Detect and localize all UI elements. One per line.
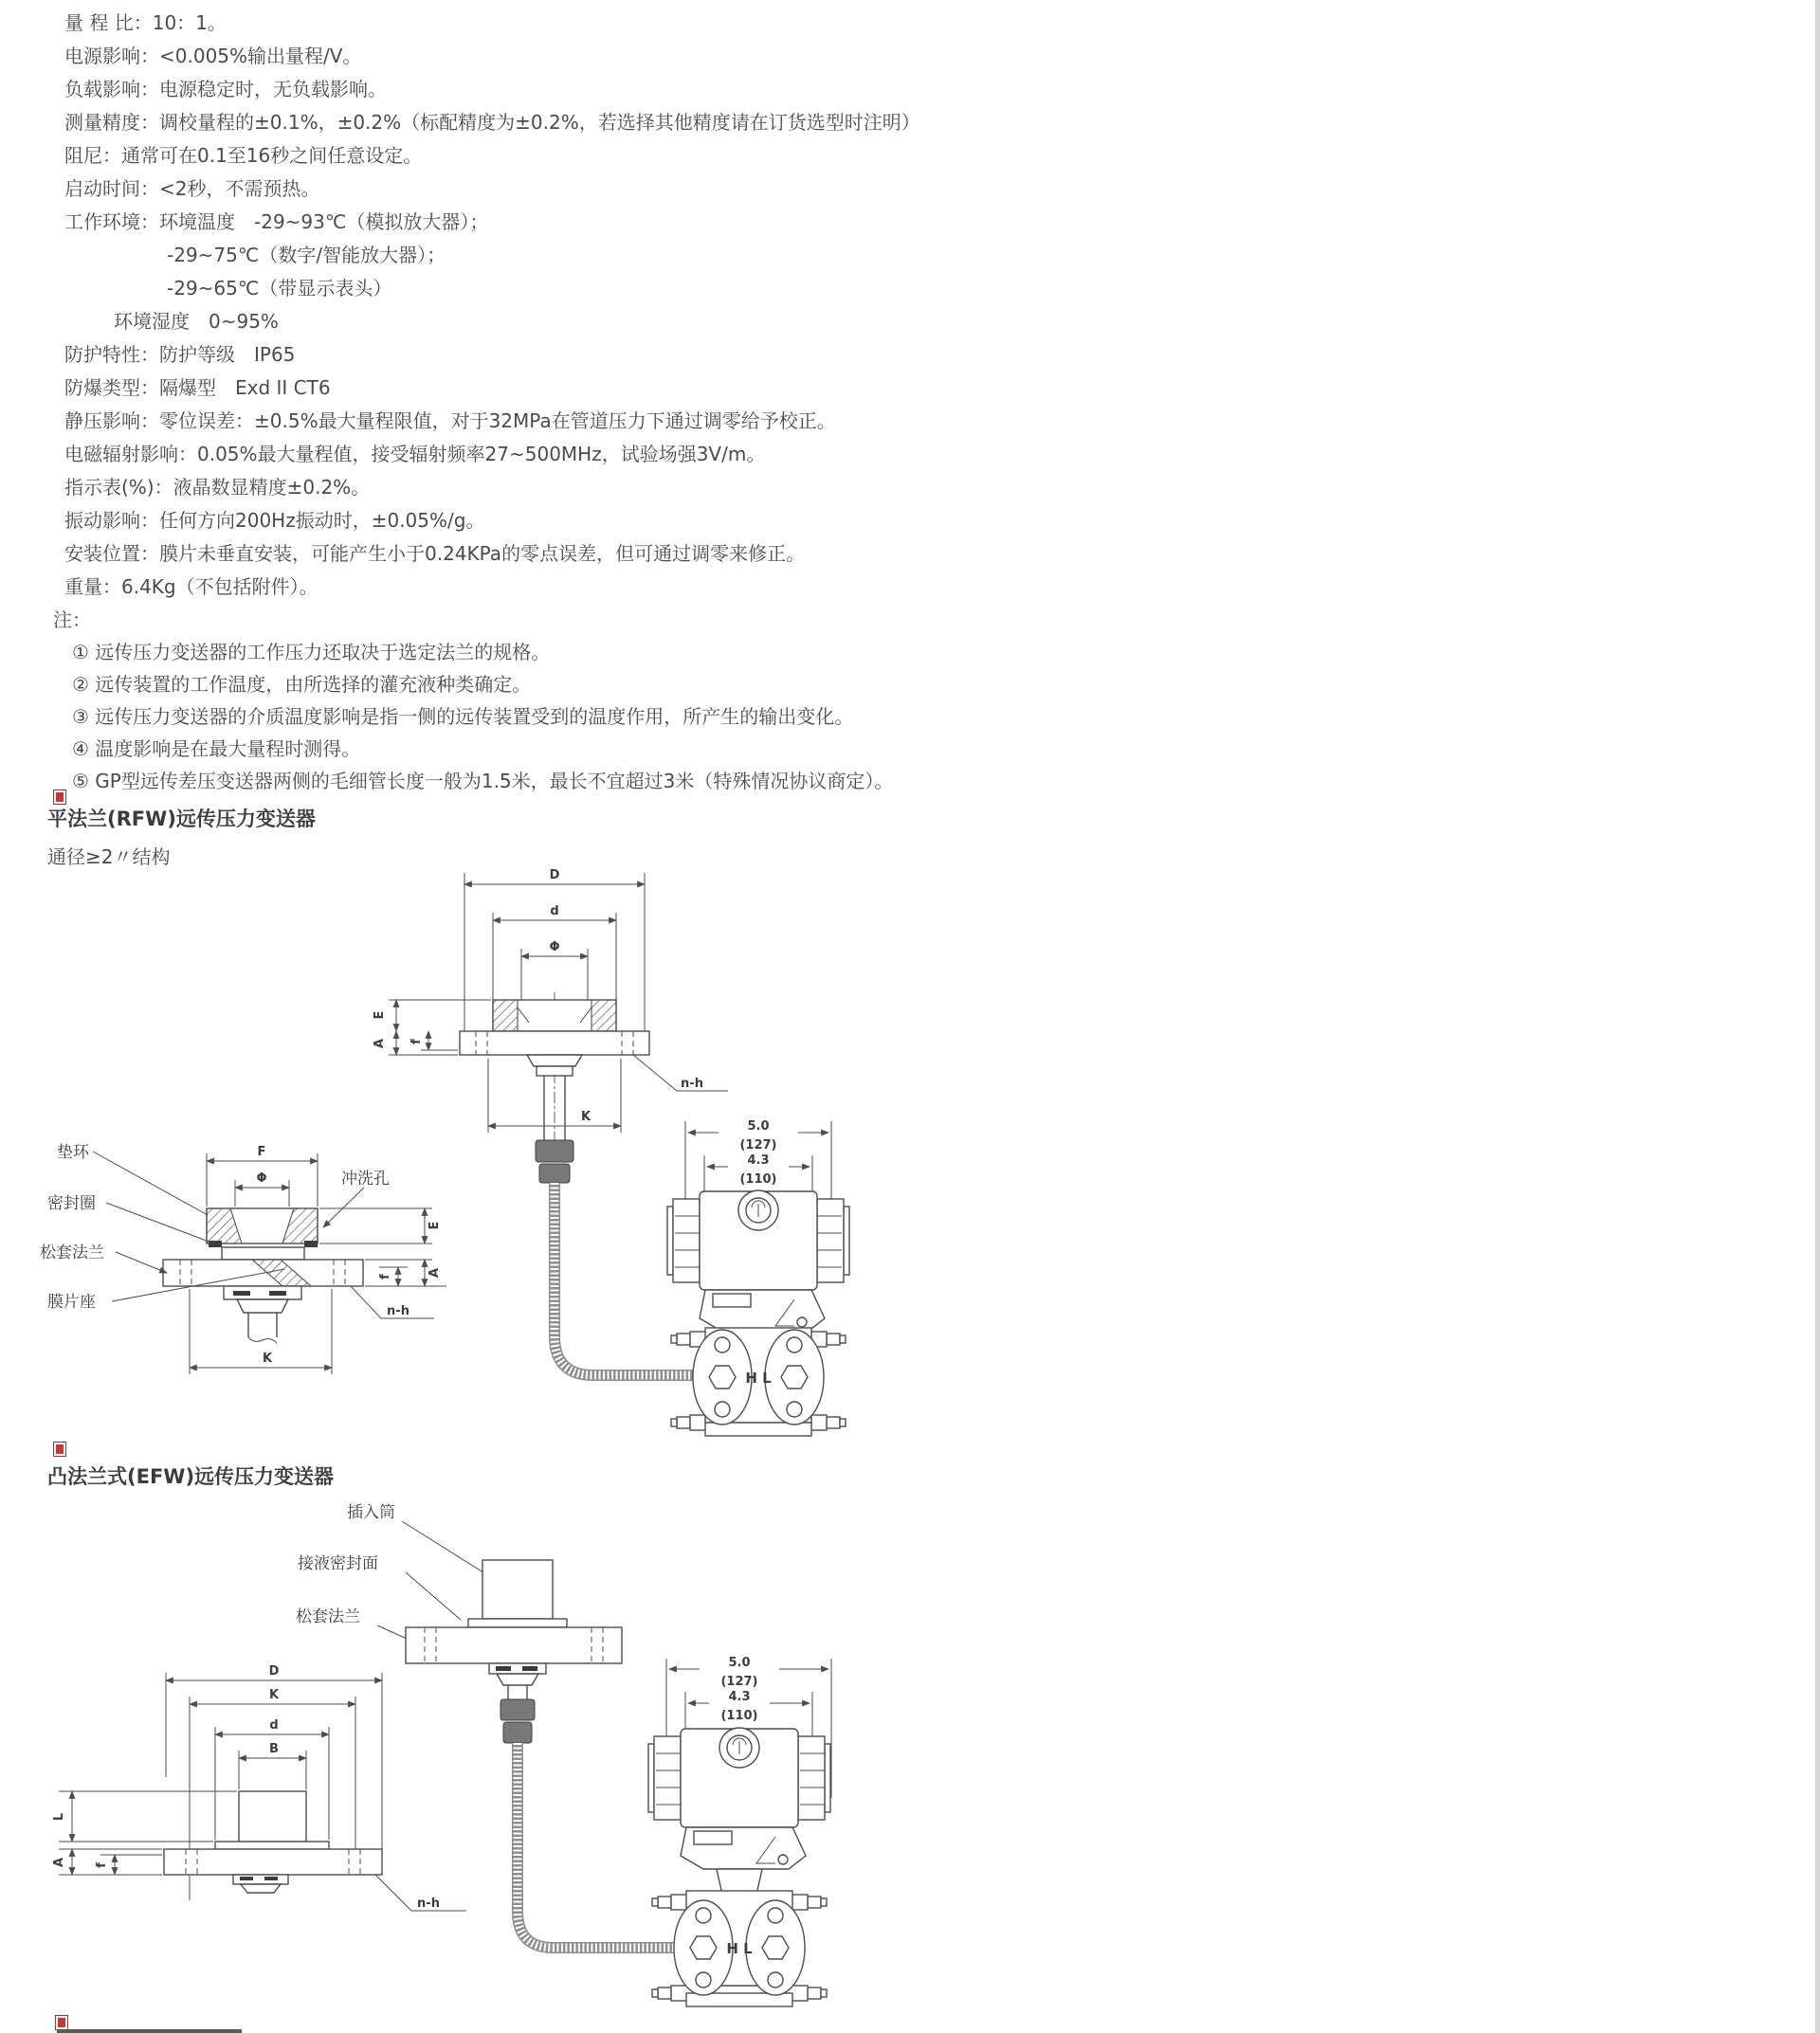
efw-flange-drawing — [296, 1503, 675, 1948]
note-item-4: ④ 温度影响是在最大量程时测得。 — [72, 737, 361, 760]
spec-line-startup: 启动时间：<2秒，不需预热。 — [64, 177, 320, 200]
dim-center-mm-efw: (110) — [720, 1709, 758, 1723]
cutoff-next-heading — [57, 2029, 242, 2033]
callout-wetted-seal-face: 接液密封面 — [298, 1554, 378, 1573]
page-edge — [1815, 0, 1820, 2033]
note-item-5: ⑤ GP型远传差压变送器两侧的毛细管长度一般为1.5米，最长不宜超过3米（特殊情况协议商定）。 — [72, 770, 894, 792]
spec-line-environment: 工作环境：环境温度 -29~93℃（模拟放大器）； — [64, 210, 489, 233]
spec-line-range-ratio: 量 程 比：10：1。 — [64, 11, 227, 34]
dim-L-efw: L — [52, 1812, 66, 1822]
callout-seal-ring: 密封圈 — [47, 1194, 96, 1213]
broken-image-icon — [53, 1442, 66, 1457]
dim-K-efw: K — [268, 1688, 280, 1702]
spec-line-vibration: 振动影响：任何方向200Hz振动时，±0.05%/g。 — [64, 509, 485, 532]
dim-K-detail: K — [262, 1352, 273, 1366]
dim-f-efw: f — [95, 1862, 109, 1868]
spec-line-load-effect: 负载影响：电源稳定时，无负载影响。 — [64, 78, 387, 100]
efw-section-title: 凸法兰式(EFW)远传压力变送器 — [47, 1465, 335, 1488]
notes-label: 注： — [53, 608, 91, 631]
dim-center-mm: (110) — [739, 1172, 777, 1187]
dim-A-detail: A — [428, 1267, 442, 1279]
callout-diaphragm-seat: 膜片座 — [47, 1293, 96, 1312]
spec-line-temp-digital: -29~75℃（数字/智能放大器）； — [167, 244, 446, 266]
note-item-3: ③ 远传压力变送器的介质温度影响是指一侧的远传装置受到的温度作用，所产生的输出变化。 — [72, 705, 854, 728]
port-labels: H L — [745, 1370, 772, 1387]
callout-flush-hole: 冲洗孔 — [341, 1170, 390, 1189]
dim-f: f — [410, 1039, 424, 1044]
broken-image-icon — [55, 2015, 68, 2030]
rfw-section-subtitle: 通径≥2〃结构 — [47, 845, 171, 868]
port-labels-efw: H L — [726, 1940, 753, 1957]
spec-line-weight: 重量：6.4Kg（不包括附件）。 — [64, 575, 318, 598]
spec-line-power-effect: 电源影响：<0.005%输出量程/V。 — [64, 45, 362, 67]
efw-diagram — [0, 1493, 910, 2033]
efw-transmitter-drawing — [648, 1656, 831, 2006]
broken-image-icon — [53, 790, 66, 805]
dim-nh: n-h — [681, 1077, 703, 1091]
callout-loose-flange: 松套法兰 — [40, 1243, 104, 1262]
dim-A: A — [373, 1038, 387, 1049]
dim-D-efw: D — [268, 1664, 280, 1679]
rfw-detail-drawing — [40, 1143, 446, 1374]
dim-F: F — [257, 1145, 266, 1159]
dim-width-in: 5.0 — [747, 1119, 770, 1134]
dim-K: K — [580, 1110, 592, 1124]
rfw-diagram — [0, 858, 910, 1493]
spec-line-indicator: 指示表(%)：液晶数显精度±0.2%。 — [64, 476, 371, 499]
dim-center-in: 4.3 — [747, 1153, 770, 1168]
spec-line-temp-display: -29~65℃（带显示表头） — [167, 277, 392, 300]
dim-D: D — [549, 868, 560, 882]
spec-line-protection: 防护特性：防护等级 IP65 — [64, 343, 296, 366]
dim-phi: Φ — [549, 940, 560, 954]
note-item-2: ② 远传装置的工作温度，由所选择的灌充液种类确定。 — [72, 673, 532, 696]
dim-B-efw: B — [269, 1742, 279, 1756]
dim-width-in-efw: 5.0 — [728, 1656, 751, 1670]
dim-phi-detail: Φ — [256, 1171, 267, 1186]
dim-center-in-efw: 4.3 — [728, 1690, 751, 1704]
dim-f-detail: f — [378, 1274, 392, 1280]
efw-dimension-drawing — [52, 1664, 466, 1911]
rfw-flange-drawing — [373, 868, 728, 1140]
rfw-section-title: 平法兰(RFW)远传压力变送器 — [47, 808, 316, 830]
dim-A-efw: A — [52, 1857, 66, 1868]
spec-line-accuracy: 测量精度：调校量程的±0.1%，±0.2%（标配精度为±0.2%，若选择其他精度请在订货选型时注明） — [64, 111, 920, 134]
spec-line-humidity: 环境湿度 0~95% — [114, 310, 279, 333]
note-item-1: ① 远传压力变送器的工作压力还取决于选定法兰的规格。 — [72, 641, 551, 663]
rfw-transmitter-drawing — [667, 1119, 849, 1436]
dim-width-mm: (127) — [739, 1138, 777, 1153]
callout-pad-ring: 垫环 — [57, 1143, 89, 1162]
callout-loose-flange-efw: 松套法兰 — [296, 1607, 360, 1626]
dim-nh-detail: n-h — [387, 1304, 410, 1318]
dim-d: d — [550, 904, 559, 918]
spec-line-explosion: 防爆类型：隔爆型 Exd II CT6 — [64, 376, 331, 399]
callout-insert-tube: 插入筒 — [347, 1503, 395, 1522]
dim-nh-efw: n-h — [417, 1897, 440, 1911]
spec-line-emi: 电磁辐射影响：0.05%最大量程值，接受辐射频率27~500MHz，试验场强3V/m。 — [64, 443, 766, 465]
dim-d-efw: d — [269, 1718, 279, 1733]
spec-line-mounting: 安装位置：膜片未垂直安装，可能产生小于0.24KPa的零点误差，但可通过调零来修正。 — [64, 542, 806, 565]
dim-E-detail: E — [428, 1221, 442, 1230]
spec-line-static-pressure: 静压影响：零位误差：±0.5%最大量程限值，对于32MPa在管道压力下通过调零给予校正。 — [64, 409, 836, 432]
spec-line-damping: 阻尼：通常可在0.1至16秒之间任意设定。 — [64, 144, 423, 167]
dim-width-mm-efw: (127) — [720, 1675, 758, 1689]
dim-E: E — [373, 1010, 387, 1020]
